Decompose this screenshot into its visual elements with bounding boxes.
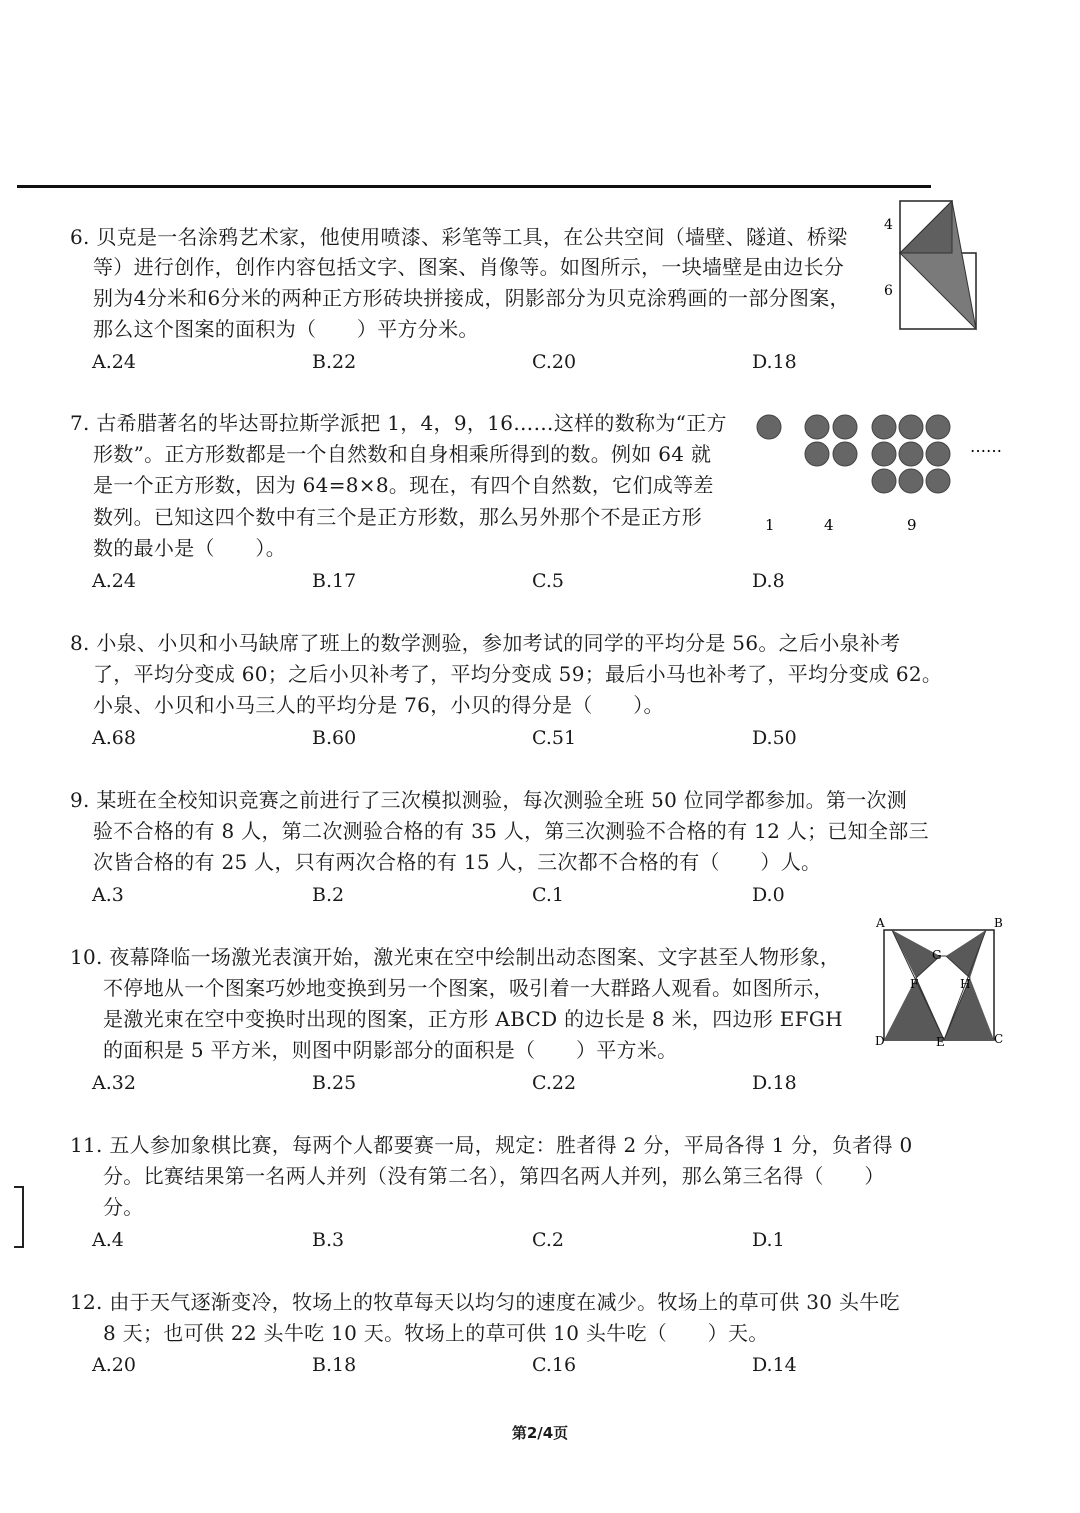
q10-option-d: D.18 xyxy=(752,1072,797,1094)
q11-line-2: 分。比赛结果第一名两人并列（没有第二名），第四名两人并列，那么第三名得（ ） xyxy=(103,1164,885,1188)
q12-option-a: A.20 xyxy=(92,1354,136,1376)
q9-line-3: 次皆合格的有 25 人，只有两次合格的有 15 人，三次都不合格的有（ ）人。 xyxy=(93,850,822,874)
q9-line-2: 验不合格的有 8 人，第二次测验合格的有 35 人，第三次测验不合格的有 12 人；已知全部三 xyxy=(93,819,929,843)
q10-label-g: G xyxy=(932,948,942,962)
q6-option-b: B.22 xyxy=(312,351,357,373)
q6-line-1: 6. 贝克是一名涂鸦艺术家，他使用喷漆、彩笔等工具，在公共空间（墙壁、隧道、桥梁 xyxy=(70,225,848,249)
q10-option-c: C.22 xyxy=(532,1072,577,1094)
q6-label-6: 6 xyxy=(884,283,893,299)
q10-figure xyxy=(870,912,1010,1052)
q6-option-a: A.24 xyxy=(92,351,136,373)
q10-line-1: 10. 夜幕降临一场激光表演开始，激光束在空中绘制出动态图案、文字甚至人物形象， xyxy=(70,945,841,969)
q8-option-d: D.50 xyxy=(752,727,797,749)
q6-line-3: 别为4分米和6分米的两种正方形砖块拼接成，阴影部分为贝克涂鸦画的一部分图案， xyxy=(93,286,850,310)
q8-option-a: A.68 xyxy=(92,727,136,749)
q9-line-1: 9. 某班在全校知识竞赛之前进行了三次模拟测验，每次测验全班 50 位同学都参加。第一次测 xyxy=(70,788,908,812)
page-number: 第2/4页 xyxy=(511,1424,569,1442)
q8-option-b: B.60 xyxy=(312,727,357,749)
q8-line-1: 8. 小泉、小贝和小马缺席了班上的数学测验，参加考试的同学的平均分是 56。之后小泉补考 xyxy=(70,631,901,655)
q12-line-2: 8 天；也可供 22 头牛吃 10 天。牧场上的草可供 10 头牛吃（ ）天。 xyxy=(103,1321,769,1345)
q7-line-2: 形数”。正方形数都是一个自然数和自身相乘所得到的数。例如 64 就 xyxy=(93,442,712,466)
q12-option-b: B.18 xyxy=(312,1354,357,1376)
q10-option-a: A.32 xyxy=(92,1072,136,1094)
q7-option-b: B.17 xyxy=(312,570,357,592)
q7-label-1: 1 xyxy=(765,516,775,534)
q12-option-d: D.14 xyxy=(752,1354,797,1376)
q7-line-3: 是一个正方形数，因为 64=8×8。现在，有四个自然数，它们成等差 xyxy=(93,473,714,497)
q10-line-3: 是激光束在空中变换时出现的图案，正方形 ABCD 的边长是 8 米，四边形 EFGH xyxy=(103,1007,843,1031)
q6-line-4: 那么这个图案的面积为（ ）平方分米。 xyxy=(93,317,479,341)
q9-option-c: C.1 xyxy=(532,884,564,906)
q7-option-c: C.5 xyxy=(532,570,564,592)
q8-line-3: 小泉、小贝和小马三人的平均分是 76，小贝的得分是（ ）。 xyxy=(93,693,664,717)
q7-option-a: A.24 xyxy=(92,570,136,592)
header-rule xyxy=(17,185,931,188)
q11-line-1: 11. 五人参加象棋比赛，每两个人都要赛一局，规定：胜者得 2 分，平局各得 1 分，负者得 0 xyxy=(70,1133,913,1157)
q10-label-d: D xyxy=(875,1034,885,1048)
q7-label-9: 9 xyxy=(907,516,917,534)
q6-label-4: 4 xyxy=(884,217,893,233)
q6-figure xyxy=(878,195,982,335)
q10-label-h: H xyxy=(960,977,971,991)
q10-label-a: A xyxy=(876,916,885,930)
q10-label-c: C xyxy=(994,1032,1004,1046)
q11-option-b: B.3 xyxy=(312,1229,345,1251)
q8-line-2: 了，平均分变成 60；之后小贝补考了，平均分变成 59；最后小马也补考了，平均分变成 62。 xyxy=(93,662,943,686)
q11-option-d: D.1 xyxy=(752,1229,785,1251)
binding-bracket xyxy=(14,1186,24,1248)
q10-label-f: F xyxy=(910,977,919,991)
q10-line-4: 的面积是 5 平方米，则图中阴影部分的面积是（ ）平方米。 xyxy=(103,1038,678,1062)
q10-line-2: 不停地从一个图案巧妙地变换到另一个图案，吸引着一大群路人观看。如图所示， xyxy=(103,976,834,1000)
q12-line-1: 12. 由于天气逐渐变冷，牧场上的牧草每天以均匀的速度在减少。牧场上的草可供 30 头牛吃 xyxy=(70,1290,900,1314)
q9-option-d: D.0 xyxy=(752,884,785,906)
q7-line-5: 数的最小是（ ）。 xyxy=(93,536,286,560)
q10-label-e: E xyxy=(936,1035,945,1049)
q10-label-b: B xyxy=(994,916,1003,930)
q9-option-b: B.2 xyxy=(312,884,345,906)
q7-label-4: 4 xyxy=(824,516,834,534)
q12-option-c: C.16 xyxy=(532,1354,577,1376)
q7-ellipsis: …… xyxy=(970,437,1002,456)
q11-option-a: A.4 xyxy=(92,1229,124,1251)
q7-line-4: 数列。已知这四个数中有三个是正方形数，那么另外那个不是正方形 xyxy=(93,505,702,529)
q10-option-b: B.25 xyxy=(312,1072,357,1094)
q6-option-d: D.18 xyxy=(752,351,797,373)
q11-option-c: C.2 xyxy=(532,1229,564,1251)
q6-line-2: 等）进行创作，创作内容包括文字、图案、肖像等。如图所示，一块墙壁是由边长分 xyxy=(93,255,845,279)
q9-option-a: A.3 xyxy=(92,884,124,906)
q7-figure xyxy=(750,408,1020,538)
q7-line-1: 7. 古希腊著名的毕达哥拉斯学派把 1，4，9，16……这样的数称为“正方 xyxy=(70,411,727,435)
q8-option-c: C.51 xyxy=(532,727,577,749)
q7-option-d: D.8 xyxy=(752,570,785,592)
q11-line-3: 分。 xyxy=(103,1195,144,1219)
q6-option-c: C.20 xyxy=(532,351,577,373)
